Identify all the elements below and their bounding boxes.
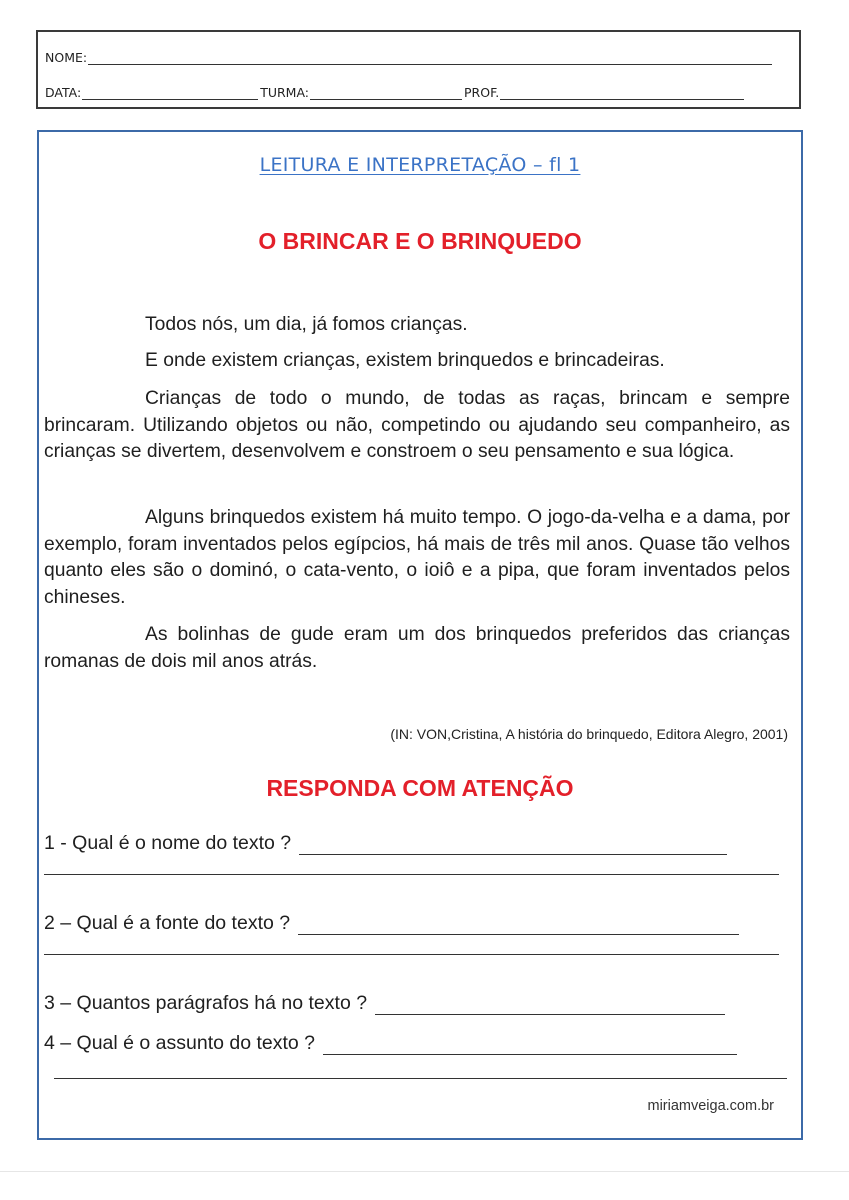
page-edge-line (0, 1171, 849, 1172)
answer-line-2[interactable] (298, 914, 739, 935)
teacher-field[interactable] (500, 86, 744, 100)
date-label: DATA: (45, 85, 82, 100)
answer-line-4b[interactable] (54, 1078, 787, 1079)
answer-line-3[interactable] (375, 994, 725, 1015)
site-credit: miriamveiga.com.br (647, 1098, 774, 1114)
class-field[interactable] (310, 86, 462, 100)
question-4: 4 – Qual é o assunto do texto ? (44, 1032, 737, 1055)
question-1: 1 - Qual é o nome do texto ? (44, 832, 727, 855)
date-class-teacher-row (45, 85, 746, 100)
name-field[interactable] (88, 51, 772, 65)
source-citation: (IN: VON,Cristina, A história do brinquedo, Editora Alegro, 2001) (390, 726, 788, 742)
question-2: 2 – Qual é a fonte do texto ? (44, 912, 739, 935)
question-3: 3 – Quantos parágrafos há no texto ? (44, 992, 725, 1015)
questions-title: RESPONDA COM ATENÇÃO (266, 775, 574, 801)
date-field[interactable] (82, 86, 258, 100)
student-info-box (36, 30, 801, 109)
teacher-label: PROF. (464, 85, 500, 100)
paragraph-4: Alguns brinquedos existem há muito tempo. O jogo-da-velha e a dama, por exemplo, foram inventados pelos egípcios, há mais de três mil anos. Quase tão velhos quanto eles são o dominó, o cata-vento, o ioiô e a pipa, que foram inventados pelos chineses. (44, 507, 790, 608)
class-label: TURMA: (260, 85, 310, 100)
name-label: NOME: (45, 50, 88, 65)
answer-line-1b[interactable] (44, 874, 779, 875)
worksheet-subtitle: LEITURA E INTERPRETAÇÃO – fl 1 (259, 154, 581, 176)
answer-line-4[interactable] (323, 1034, 737, 1055)
paragraph-1: Todos nós, um dia, já fomos crianças. (145, 314, 468, 335)
text-title: O BRINCAR E O BRINQUEDO (258, 228, 582, 254)
name-row (45, 50, 774, 65)
answer-line-1[interactable] (299, 834, 727, 855)
paragraph-2: E onde existem crianças, existem brinquedos e brincadeiras. (145, 350, 665, 371)
worksheet-box (37, 130, 803, 1140)
paragraph-3: Crianças de todo o mundo, de todas as raças, brincam e sempre brincaram. Utilizando objetos ou não, competindo ou ajudando seu companheiro, as crianças se divertem, desenvolvem e constroem o seu pensamento e sua lógica. (44, 388, 790, 462)
answer-line-2b[interactable] (44, 954, 779, 955)
paragraph-5: As bolinhas de gude eram um dos brinquedos preferidos das crianças romanas de dois mil anos atrás. (44, 624, 790, 672)
